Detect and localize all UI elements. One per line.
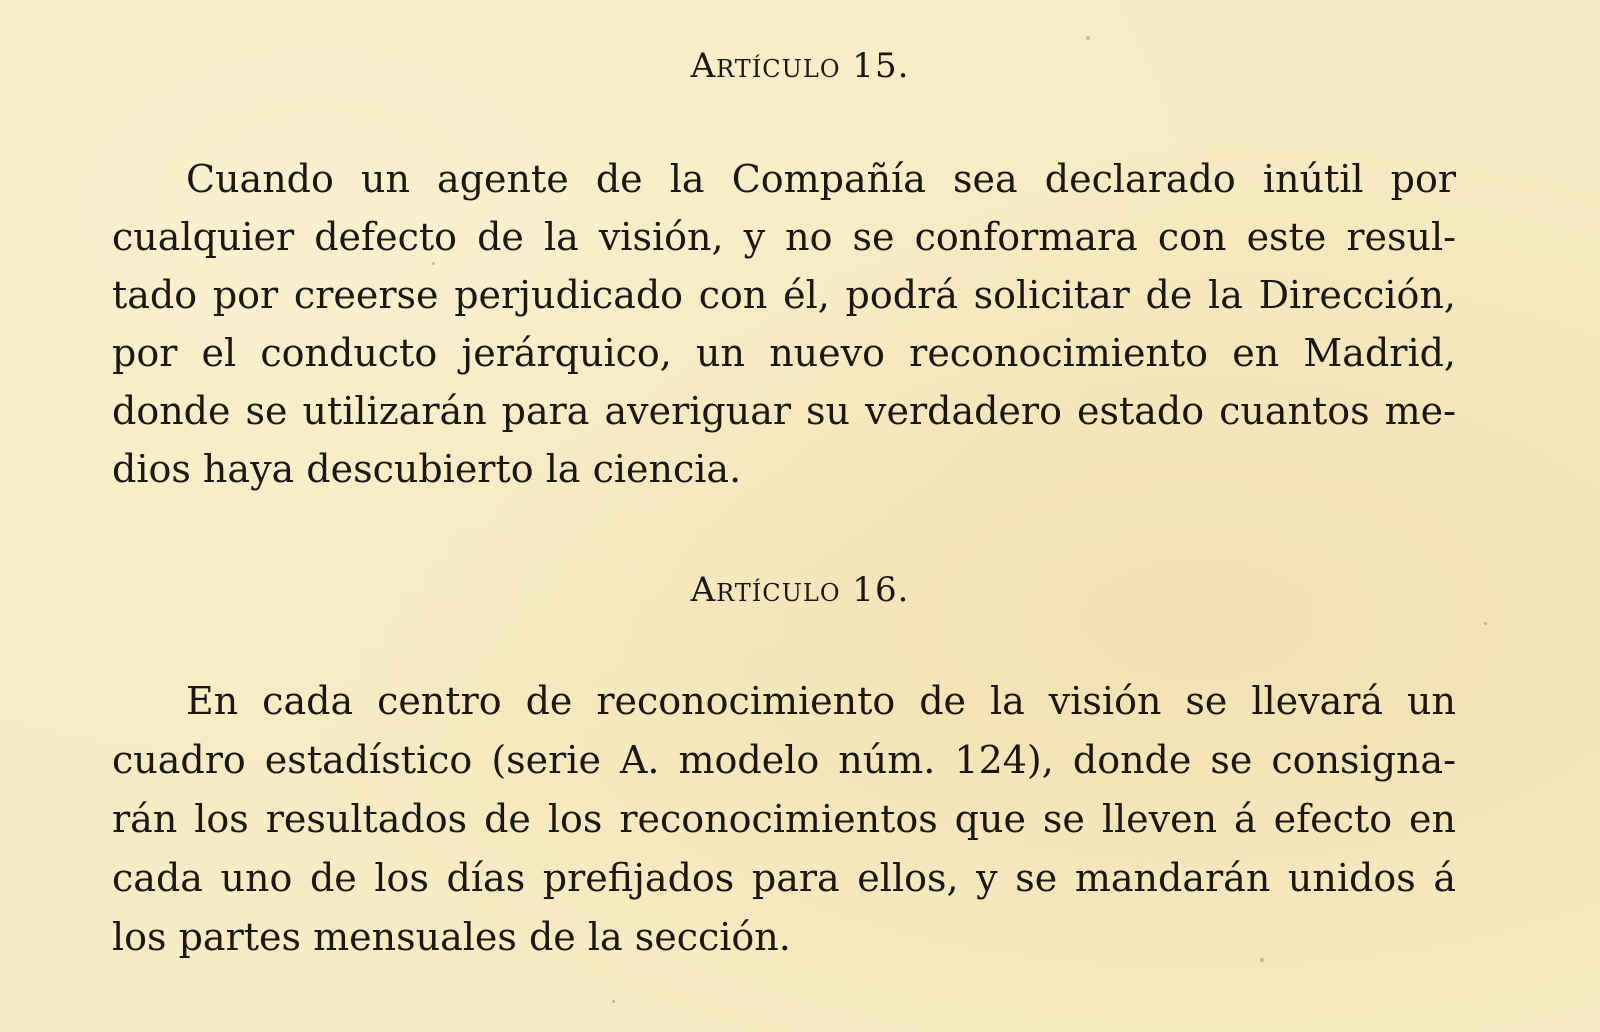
paper-speck (1484, 622, 1487, 625)
paper-speck (1260, 958, 1264, 962)
text-line: donde se utilizarán para averiguar su verdadero estado cuantos me- (112, 389, 1456, 433)
text-line: cada uno de los días prefijados para ellos, y se mandarán unidos á (112, 856, 1456, 900)
article-16-heading: Artículo 16. (690, 570, 910, 610)
paper-speck (1086, 36, 1090, 40)
text-line: cuadro estadístico (serie A. modelo núm. 124), donde se consigna- (112, 738, 1456, 782)
text-line: tado por creerse perjudicado con él, podrá solicitar de la Dirección, (112, 273, 1456, 317)
text-line: Cuando un agente de la Compañía sea declarado inútil por (186, 157, 1456, 201)
paper-speck (432, 262, 435, 265)
text-line: dios haya descubierto la ciencia. (112, 447, 742, 491)
text-line: cualquier defecto de la visión, y no se conformara con este resul- (112, 215, 1456, 259)
article-15-heading: Artículo 15. (690, 46, 910, 86)
text-line: los partes mensuales de la sección. (112, 915, 791, 959)
text-line: En cada centro de reconocimiento de la visión se llevará un (186, 679, 1456, 723)
text-line: por el conducto jerárquico, un nuevo reconocimiento en Madrid, (112, 331, 1456, 375)
paper-speck (612, 1000, 615, 1003)
text-line: rán los resultados de los reconocimientos que se lleven á efecto en (112, 797, 1456, 841)
